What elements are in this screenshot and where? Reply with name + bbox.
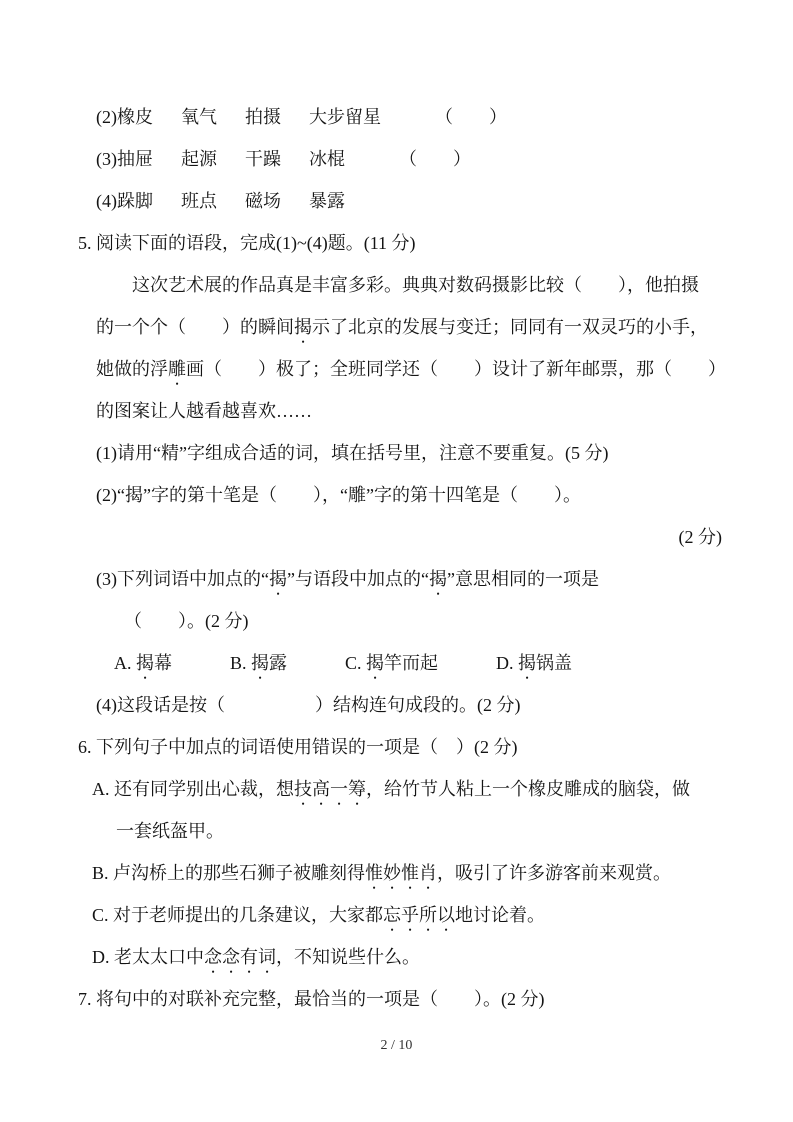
option-text: 幕 [154,653,172,673]
passage-text: 的一个个（ ）的瞬间 [96,317,294,337]
typo-row-2 [78,96,728,138]
option-text: ，不知说些什么。 [276,947,420,967]
item-number: (2) [96,107,117,127]
word: 暴露 [309,191,345,211]
dotted-char-jie: 揭 [294,317,312,337]
question-text: (3)下列词语中加点的“ [96,569,269,589]
option-d [496,642,572,684]
dotted-idiom: 念念有词 [204,947,276,967]
passage-text: 她做的浮 [96,359,168,379]
q5-title: 5. 阅读下面的语段，完成(1)~(4)题。(11 分) [78,233,416,253]
word: 干躁 [245,149,281,169]
word: 起源 [181,149,217,169]
passage-text: 的图案让人越看越喜欢…… [96,401,312,421]
passage-text: 这次艺术展的作品真是丰富多彩。典典对数码摄影比较（ ），他拍摄 [132,275,699,295]
q5-sub1: (1)请用“精”字组成合适的词，填在括号里，注意不要重复。(5 分) [96,443,609,463]
option-a [114,642,172,684]
passage-text: 画（ ）极了；全班同学还（ ）设计了新年邮票，那（ ） [186,359,726,379]
dotted-idiom: 技高一筹 [294,779,366,799]
row-head [96,138,153,180]
q5-sub2-score [78,516,728,558]
page-number: 2 / 10 [380,1038,413,1053]
option-text: 一套纸盔甲。 [116,821,224,841]
option-letter: C. [345,653,367,673]
answer-blank: （ ） [435,107,507,127]
row-head [96,96,153,138]
dotted-idiom: 忘乎所以 [383,905,456,925]
option-text: ，给竹节人粘上一个橡皮雕成的脑袋，做 [366,779,690,799]
word: 橡皮 [117,107,153,127]
dotted-idiom: 惟妙惟肖 [365,863,438,883]
dotted-char-jie: 揭 [268,569,287,589]
q5-sub3-options [78,642,728,684]
dotted-char-jie: 揭 [518,653,537,673]
passage-line-1 [78,264,728,306]
passage-text: 示了北京的发展与变迁；同同有一双灵巧的小手， [312,317,708,337]
option-letter: A. [114,653,136,673]
option-text: D. 老太太口中 [92,947,204,967]
option-text: 竿而起 [384,653,439,673]
option-text: B. 卢沟桥上的那些石狮子被雕刻得 [92,863,366,883]
passage-line-4 [78,390,728,432]
q5-sub2: (2)“揭”字的第十笔是（ ），“雕”字的第十四笔是（ ）。 [96,485,581,505]
q6-title: 6. 下列句子中加点的词语使用错误的一项是（ ）(2 分) [78,737,518,757]
q5-sub3-line1 [78,558,728,600]
item-number: (4) [96,191,117,211]
q6-option-c [78,894,728,936]
passage-line-2 [78,306,728,348]
dotted-char-jie: 揭 [366,653,385,673]
q5-sub4: (4)这段话是按（ ）结构连句成段的。(2 分) [96,695,521,715]
dotted-char-diao: 雕 [168,359,186,379]
word: 冰棍 [309,149,345,169]
q5-sub3-line2: （ ）。(2 分) [124,611,249,631]
score-label: (2 分) [678,527,722,547]
q6-option-a-line1 [78,768,728,810]
answer-blank: （ ） [399,149,471,169]
typo-row-3 [78,138,728,180]
word: 拍摄 [245,107,281,127]
word: 大步留星 [309,107,381,127]
dotted-char-jie: 揭 [136,653,154,673]
option-text: 露 [269,653,288,673]
option-text: C. 对于老师提出的几条建议，大家都 [92,905,384,925]
typo-row-4 [78,180,728,222]
row-head [96,180,153,222]
dotted-char-jie: 揭 [251,653,270,673]
option-text: ，吸引了许多游客前来观赏。 [437,863,672,883]
question-text: ”意思相同的一项是 [446,569,599,589]
word: 班点 [181,191,217,211]
exam-content [78,96,728,1020]
option-letter: D. [496,653,519,673]
question-text: ”与语段中加点的“ [286,569,429,589]
option-text: A. 还有同学别出心裁，想 [92,779,294,799]
word: 氧气 [181,107,217,127]
passage-line-3 [78,348,728,390]
q6-option-d [78,936,728,978]
option-letter: B. [230,653,252,673]
dotted-char-jie: 揭 [428,569,447,589]
option-text: 锅盖 [536,653,573,673]
q6-option-b [78,852,728,894]
word: 磁场 [245,191,281,211]
option-text: 地讨论着。 [455,905,546,925]
option-b [230,642,287,684]
word: 抽屉 [117,149,153,169]
option-c [345,642,438,684]
q6-option-a-line2 [78,810,728,852]
q7-title: 7. 将句中的对联补充完整，最恰当的一项是（ ）。(2 分) [78,989,545,1009]
word: 跺脚 [117,191,153,211]
item-number: (3) [96,149,117,169]
